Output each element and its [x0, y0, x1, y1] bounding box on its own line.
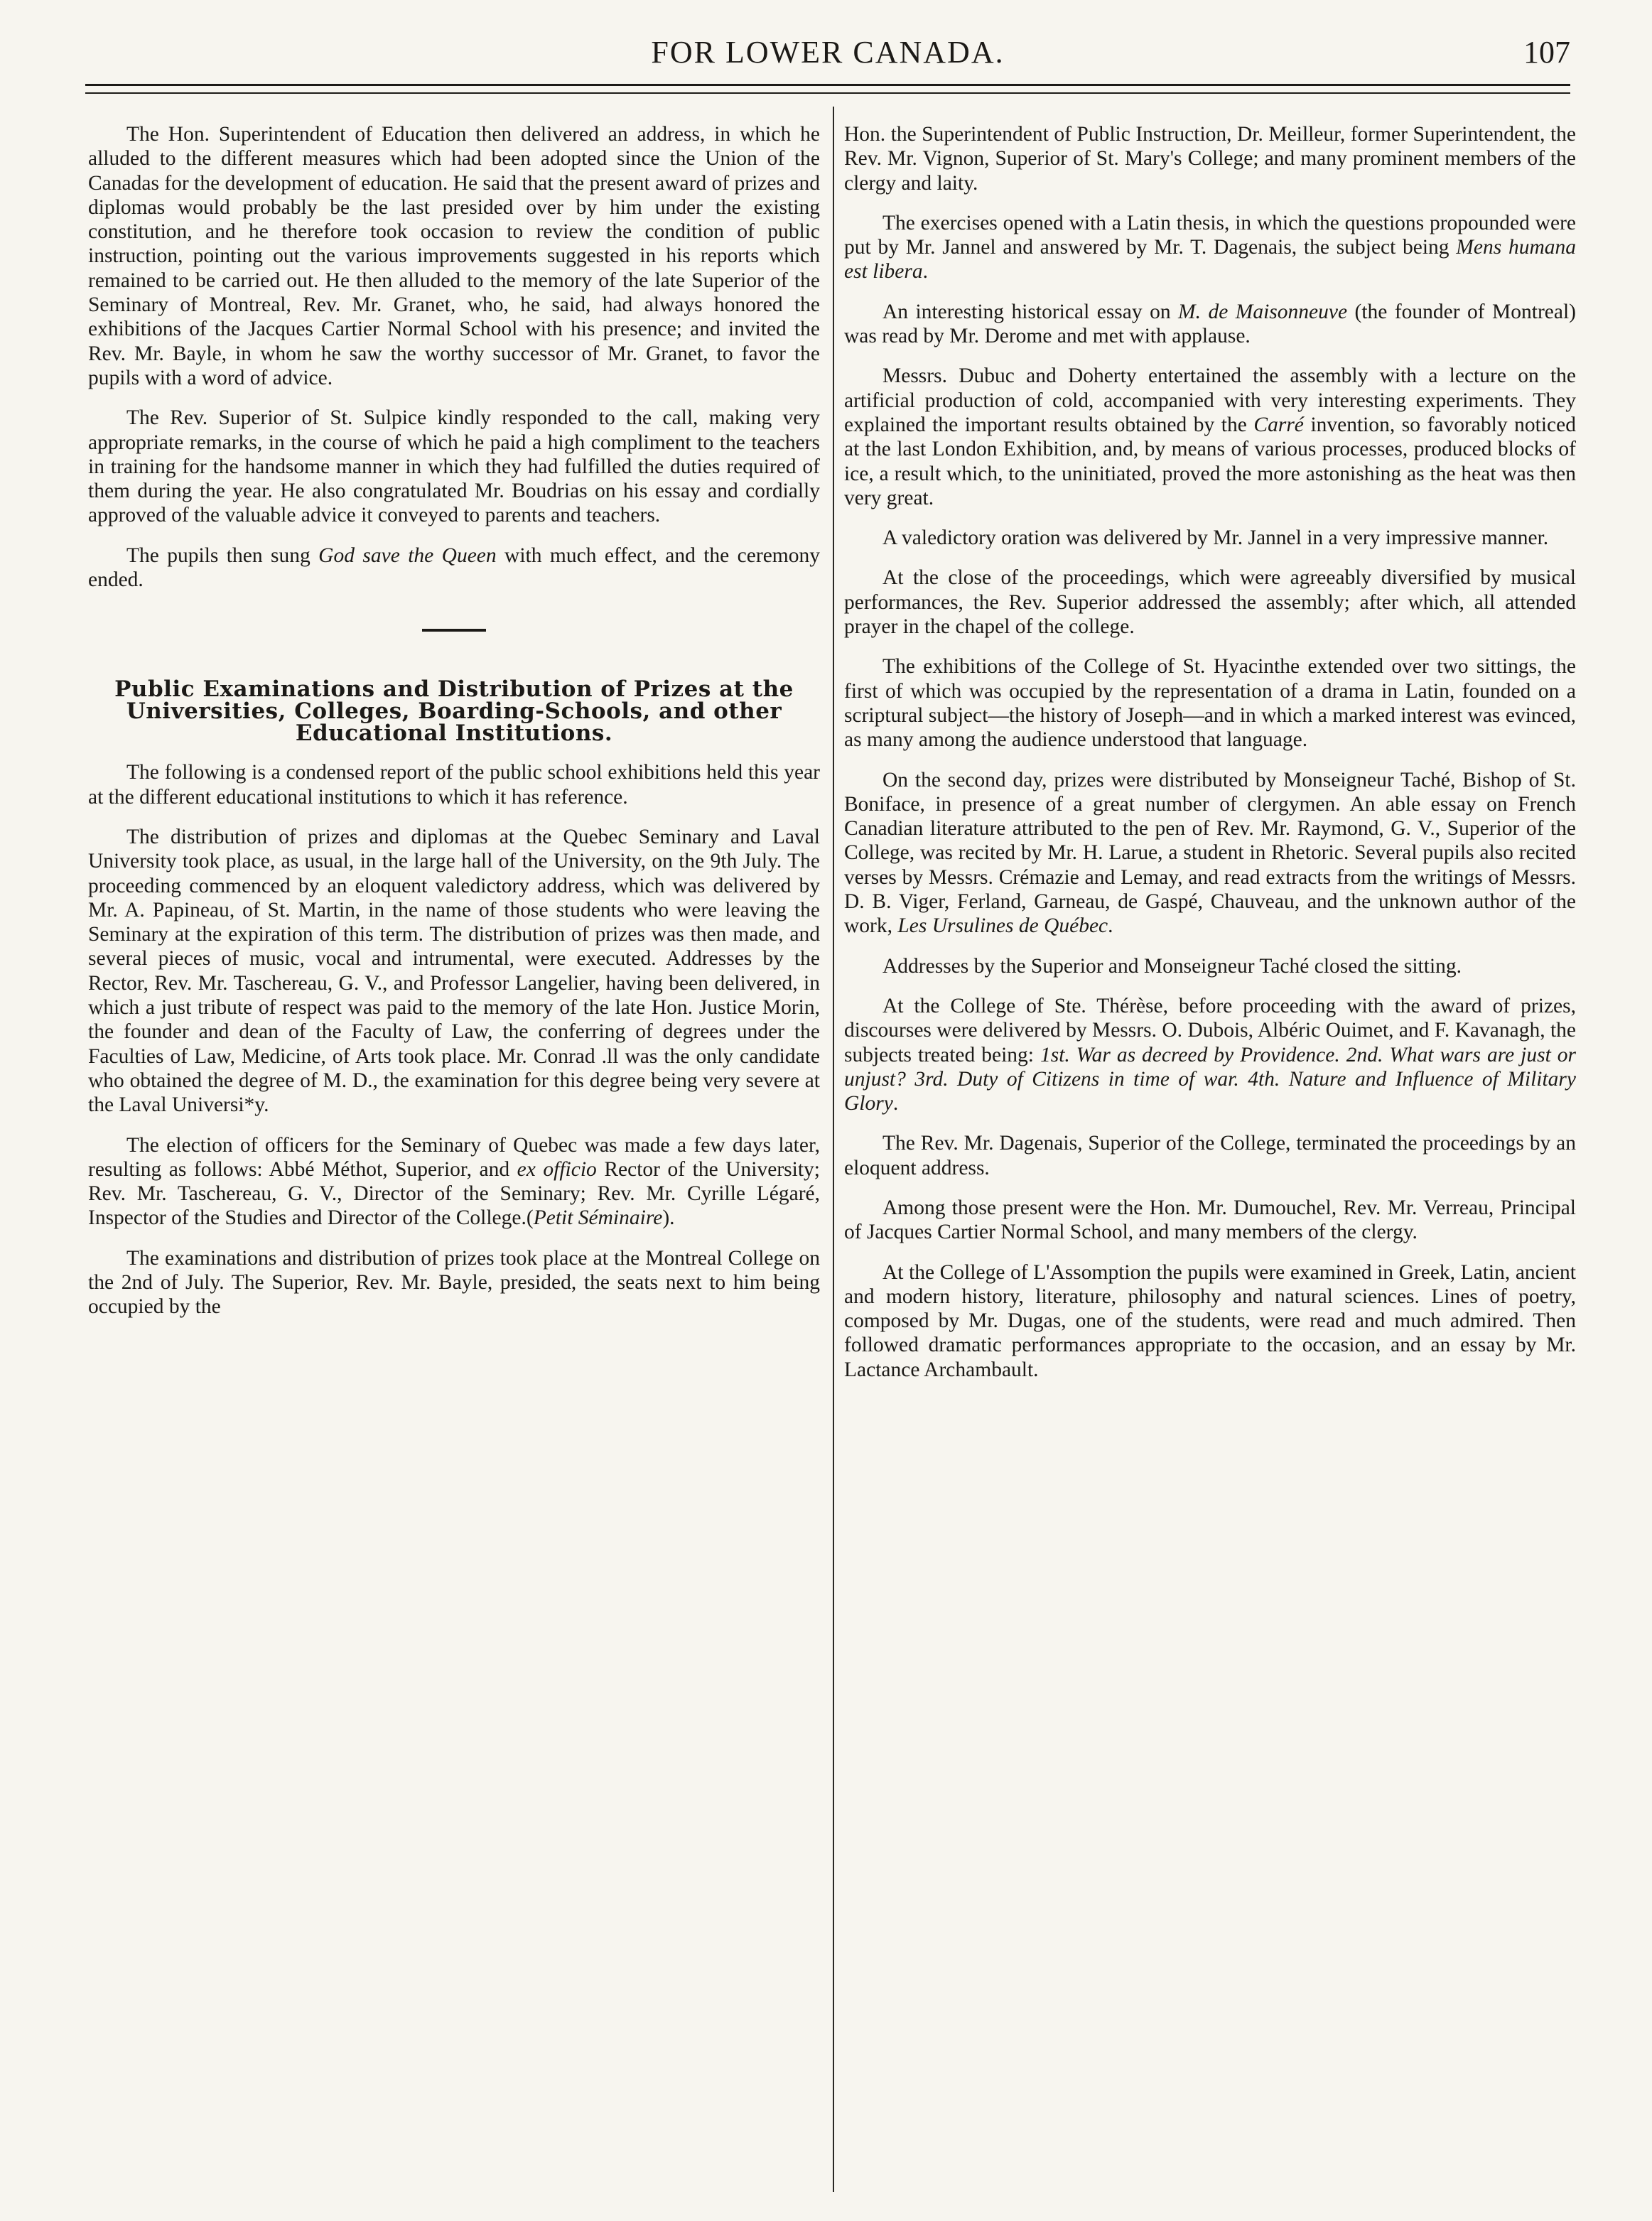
- section-separator: [422, 629, 486, 632]
- page-number: 107: [1523, 35, 1570, 70]
- paragraph: The exercises opened with a Latin thesis, in which the questions propounded were put by Mr. Jannel and answered by Mr. T. Dagenais, the subject being Mens humana est libera.: [844, 211, 1576, 283]
- paragraph: The Hon. Superintendent of Education then delivered an address, in which he alluded to the different measures which had been adopted since the Union of the Canadas for the development of education. He said that the present award of prizes and diplomas would probably be the last presided over by him under the existing constitution, and he therefore took occasion to review the condition of public instruction, pointing out the various improvements suggested in his reports which remained to be carried out. He then alluded to the memory of the late Superior of the Seminary of Montreal, Rev. Mr. Granet, who, he said, had always honored the exhibitions of the Jacques Cartier Normal School with his presence; and invited the Rev. Mr. Bayle, in whom he saw the worthy successor of Mr. Granet, to favor the pupils with a word of advice.: [88, 123, 820, 389]
- column-divider: [833, 107, 834, 2192]
- paragraph: On the second day, prizes were distributed by Monseigneur Taché, Bishop of St. Boniface, in presence of a great number of clergymen. An able essay on French Canadian literature attributed to the pen of Rev. Mr. Raymond, G. V., Superior of the College, was recited by Mr. H. Larue, a student in Rhetoric. Several pupils also recited verses by Messrs. Crémazie and Lemay, and read extracts from the writings of Messrs. D. B. Viger, Ferland, Garneau, de Gaspé, Chauveau, and the unknown author of the work, Les Ursulines de Québec.: [844, 768, 1576, 938]
- paragraph: A valedictory oration was delivered by Mr. Jannel in a very impressive manner.: [882, 526, 1549, 550]
- paragraph: Hon. the Superintendent of Public Instruction, Dr. Meilleur, former Superintendent, the Rev. Mr. Vignon, Superior of St. Mary's College; and many prominent members of the clergy and laity.: [844, 123, 1576, 195]
- paragraph: An interesting historical essay on M. de Maisonneuve (the founder of Montreal) was read by Mr. Derome and met with applause.: [844, 300, 1577, 348]
- paragraph: Among those present were the Hon. Mr. Dumouchel, Rev. Mr. Verreau, Principal of Jacques Cartier Normal School, and many members of the clergy.: [844, 1196, 1576, 1244]
- paragraph: The election of officers for the Seminary of Quebec was made a few days later, resulting as follows: Abbé Méthot, Superior, and ex officio Rector of the University; Rev. Mr. Taschereau, G. V., Director of the Seminary; Rev. Mr. Cyrille Légaré, Inspector of the Studies and Director of the College.(Petit Séminaire).: [88, 1133, 820, 1230]
- header-rule-thin: [85, 92, 1570, 94]
- section-heading: Public Examinations and Distribution of Prizes at the Universities, Colleges, Boarding-Schools, and other Educational Institutions.: [114, 676, 794, 747]
- paragraph: At the College of Ste. Thérèse, before proceeding with the award of prizes, discourses were delivered by Messrs. O. Dubois, Albéric Ouimet, and F. Kavanagh, the subjects treated being: 1st. War as decreed by Providence. 2nd. What wars are just or unjust? 3rd. Duty of Citizens in time of war. 4th. Nature and Influence of Military Glory.: [844, 994, 1576, 1115]
- paragraph: At the College of L'Assomption the pupils were examined in Greek, Latin, ancient and modern history, literature, philosophy and natural sciences. Lines of poetry, composed by Mr. Dugas, one of the students, were read and much admired. Then followed dramatic performances appropriate to the occasion, and an essay by Mr. Lactance Archambault.: [844, 1260, 1576, 1381]
- right-column: [844, 122, 1576, 1398]
- paragraph: Addresses by the Superior and Monseigneur Taché closed the sitting.: [882, 954, 1462, 978]
- paragraph: The examinations and distribution of prizes took place at the Montreal College on the 2nd of July. The Superior, Rev. Mr. Bayle, presided, the seats next to him being occupied by the: [88, 1246, 820, 1319]
- paragraph: The Rev. Superior of St. Sulpice kindly responded to the call, making very appropriate remarks, in the course of which he paid a high compliment to the teachers in training for the handsome manner in which they had fulfilled the duties required of them during the year. He also congratulated Mr. Boudrias on his essay and cordially approved of the valuable advice it conveyed to parents and teachers.: [88, 406, 820, 527]
- left-column: [88, 122, 820, 1335]
- paragraph: Messrs. Dubuc and Doherty entertained the assembly with a lecture on the artificial production of cold, accompanied with very interesting experiments. They explained the important results obtained by the Carré invention, so favorably noticed at the last London Exhibition, and, by means of various processes, produced blocks of ice, a result which, to the uninitiated, proved the more astonishing as the heat was then very great.: [844, 364, 1576, 509]
- paragraph: The following is a condensed report of the public school exhibitions held this year at the different educational institutions to which it has reference.: [88, 761, 820, 809]
- paragraph: At the close of the proceedings, which were agreeably diversified by musical performances, the Rev. Superior addressed the assembly; after which, all attended prayer in the chapel of the college.: [844, 566, 1576, 639]
- paragraph: The distribution of prizes and diplomas at the Quebec Seminary and Laval University took place, as usual, in the large hall of the University, on the 9th July. The proceeding commenced by an eloquent valedictory address, which was delivered by Mr. A. Papineau, of St. Martin, in the name of those students who were leaving the Seminary at the expiration of this term. The distribution of prizes was then made, and several pieces of music, vocal and intrumental, were executed. Addresses by the Rector, Rev. Mr. Taschereau, G. V., and Professor Langelier, having been delivered, in which a just tribute of respect was paid to the memory of the late Hon. Justice Morin, the founder and dean of the Faculty of Law, the conferring of degrees under the Faculties of Law, Medicine, of Arts took place. Mr. Conrad .ll was the only candidate who obtained the degree of M. D., the examination for this degree being very severe at the Laval Universi*y.: [88, 825, 820, 1117]
- header-rule-thick: [85, 84, 1570, 86]
- page-header: [85, 28, 1570, 78]
- running-title: FOR LOWER CANADA.: [651, 35, 1005, 70]
- paragraph: The exhibitions of the College of St. Hyacinthe extended over two sittings, the first of which was occupied by the representation of a drama in Latin, founded on a scriptural subject—the history of Joseph—and in which a marked interest was evinced, as many among the audience understood that language.: [844, 655, 1576, 752]
- paragraph: The pupils then sung God save the Queen with much effect, and the ceremony ended.: [88, 544, 820, 592]
- paragraph: The Rev. Mr. Dagenais, Superior of the College, terminated the proceedings by an eloquent address.: [844, 1132, 1576, 1179]
